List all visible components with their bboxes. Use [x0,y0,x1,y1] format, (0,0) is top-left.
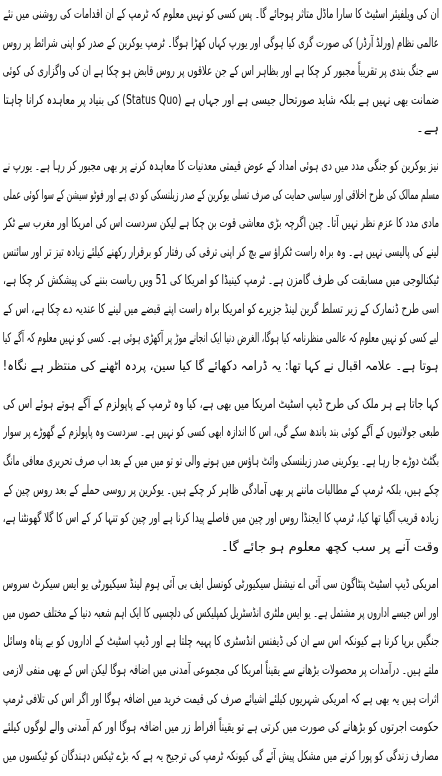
paragraph [3,1,439,144]
line-text: ملتے ہیں۔ درآمدات پر محصولات بڑھانے سے یقیناً امریکا کی مجموعی آمدنی میں اضافہ ہوگا لیکن اس کے بھی منفی لازمی [3,663,439,679]
text-line [3,391,439,420]
text-line [3,58,439,87]
text-line [3,534,439,563]
line-text: حکومت اجرتوں کو بڑھانے کی صورت میں کرتی ہے تو یقیناً افراط زر میں اضافہ ہوگا اور کم آمدنی والے لوگوں کیلئے [3,720,439,736]
line-text: کہا جاتا ہے ہر ملک کی طرح ڈیپ اسٹیٹ امریکا میں بھی ہے، کیا وہ ٹرمپ کے پاپولزم کے آگے ہوتے ہوئے اس کی [3,396,439,412]
line-text: عالمی نظام (ورلڈ آرڈر) کی صورت گری کیا ہوگی اور یورپ کہاں کھڑا ہوگا۔ ٹرمپ یوکرین کے صدر کو اپنی شرائط پر روس [3,35,439,51]
paragraph [3,153,439,382]
text-line [3,1,439,30]
line-text: نیز یوکرین کو جنگی مدد میں دی ہوئی امداد کے عوض قیمتی معدنیات کا معاہدہ کرنے پر بھی مجبور کر رہا ہے۔ یورپ نے [3,158,439,174]
line-text: اور اس جیسے اداروں پر مشتمل ہے۔ یو ایس ملٹری انڈسٹریل کمپلیکس کی دلچسپی کا ایک اہم شعبہ دنیا کے مختلف حصوں میں [3,605,439,621]
line-text: زیادہ قریب آگیا تھا کیا، ٹرمپ کا ایجنڈا روس اور چین میں فاصلے پیدا کرنا ہے اور چین کو تنہا کر کے اس کا گلا گھونٹنا ہے، [3,511,439,527]
line-text: ضمانت بھی نہیں ہے بلکہ شاید صورتحال جیسی ہے اور جہاں ہے (Status Quo) کی بنیاد پر معاہدہ کرانا چاہتا [3,92,439,108]
line-text: مسلم ممالک کی طرح اخلاقی اور سیاسی حمایت کی صرف تسلی یوکرین کے صدر زیلنسکی کو دی ہے اور فوٹو سیشن کے سوا کوئی عملی [3,187,439,203]
line-text: لیے کسی کو نہیں معلوم کہ عالمی منظرنامہ کیا ہوگا، الغرض دنیا ایک انجانے موڑ پر آکھڑی ہوئی ہے۔ کسی کو نہیں معلوم کہ آگے کیا [3,330,439,346]
text-line [3,600,439,629]
text-line [3,153,439,182]
text-line [3,686,439,715]
text-line [3,239,439,268]
line-text: طبعی جولانیوں کے آگے کوئی بند باندھ سکے گی، اس کا اندازہ ابھی کسی کو نہیں ہے۔ سردست وہ پاپولزم کے گھوڑے پر سوار [3,425,439,441]
text-line [3,115,439,144]
line-text: ہے۔ [416,121,439,137]
line-text: اسی طرح ڈنمارک کے زیر تسلط گرین لینڈ جزیرے کو امریکا براہ راست اپنے قبضے میں لینے کا عندیہ دے چکا ہے، اس کے [3,301,439,317]
line-text: وقت آنے پر سب کچھ معلوم ہو جائے گا۔ [220,539,439,555]
text-line [3,353,439,382]
text-line [3,325,439,354]
text-line [3,296,439,325]
line-text: جنگیں برپا کرنا ہے کیونکہ اس سے ان کی ڈیفنس انڈسٹری کا پہیہ چلتا ہے اور ڈیپ اسٹیٹ کے اداروں کو بے پناہ وسائل [3,634,439,650]
line-text: مصارف زندگی کو پورا کرنے میں مشکل پیش آئے گی کیونکہ ٹرمپ کی ترجیح یہ ہے کہ بڑے ٹیکس دہندگان کو ٹیکسوں میں [3,748,439,764]
line-text: ہوتا ہے۔ علامہ اقبال نے کہا تھا: یہ ڈرامہ دکھائے گا کیا سین، پردہ اٹھنے کی منتظر ہے نگاہ! [3,359,439,375]
text-line [3,419,439,448]
line-text: لینے کی پالیسی نہیں ہے۔ وہ براہ راست ٹکراؤ سے بچ کر اپنی ترقی کی رفتار کو برقرار رکھنے کیلئے زیادہ تیز تر اور سائنس [3,244,439,260]
line-text: بگٹٹ دوڑے جا رہا ہے۔ یوکرینی صدر زیلنسکی وائٹ ہاؤس میں ہونے والی تو تو میں میں کے بعد اب صرف تحریری معافی مانگ [3,453,439,469]
line-text: اثرات ہیں یہ بھی ہے کہ امریکی شہریوں کیلئے اشیائے صرف کی قیمت خرید میں اضافہ ہوگا اور اگر اس کی تلافی ٹرمپ [3,691,439,707]
text-line [3,657,439,686]
text-line [3,267,439,296]
text-line [3,182,439,211]
text-line [3,87,439,116]
paragraph [3,571,439,771]
text-line [3,571,439,600]
paragraph [3,391,439,563]
line-text: ٹیکنالوجی میں مسابقت کی طرف گامزن ہے۔ ٹرمپ کینیڈا کو امریکا کی 51 ویں ریاست بننے کی پیشکش کر چکا ہے، [3,273,439,289]
line-text: ان کی ویلفیئر اسٹیٹ کا سارا ماڈل متاثر ہوجائے گا۔ پس کسی کو نہیں معلوم کہ ٹرمپ کے ان اقدامات کی روشنی میں نئے [3,7,439,22]
text-line [3,743,439,772]
line-text: چکے ہیں، بلکہ ٹرمپ کے مطالبات ماننے پر بھی آمادگی ظاہر کر چکے ہیں۔ یوکرین پر روسی حملے کے بعد روس چین کے [3,482,439,498]
text-line [3,30,439,59]
text-line [3,477,439,506]
text-line [3,448,439,477]
text-line [3,628,439,657]
line-text: امریکی ڈیپ اسٹیٹ پنٹاگون سی آئی اے نیشنل سیکیورٹی کونسل ایف بی آئی ہوم لینڈ سیکیورٹی یو ایس سیکرٹ سروس [3,577,439,593]
line-text: مادی مدد کا عزم نظر نہیں آتا۔ چین اگرچہ بڑی معاشی قوت بن چکا ہے لیکن سردست اس کی امریکا اور مغرب سے ٹکر [3,216,439,232]
line-text: سے جنگ بندی پر تقریباً مجبور کر چکا ہے اور بظاہر اس کے جن علاقوں پر روس قابض ہو چکا ہے ان کی واگزاری کی کوئی [3,64,439,80]
text-line [3,714,439,743]
text-line [3,210,439,239]
text-line [3,505,439,534]
